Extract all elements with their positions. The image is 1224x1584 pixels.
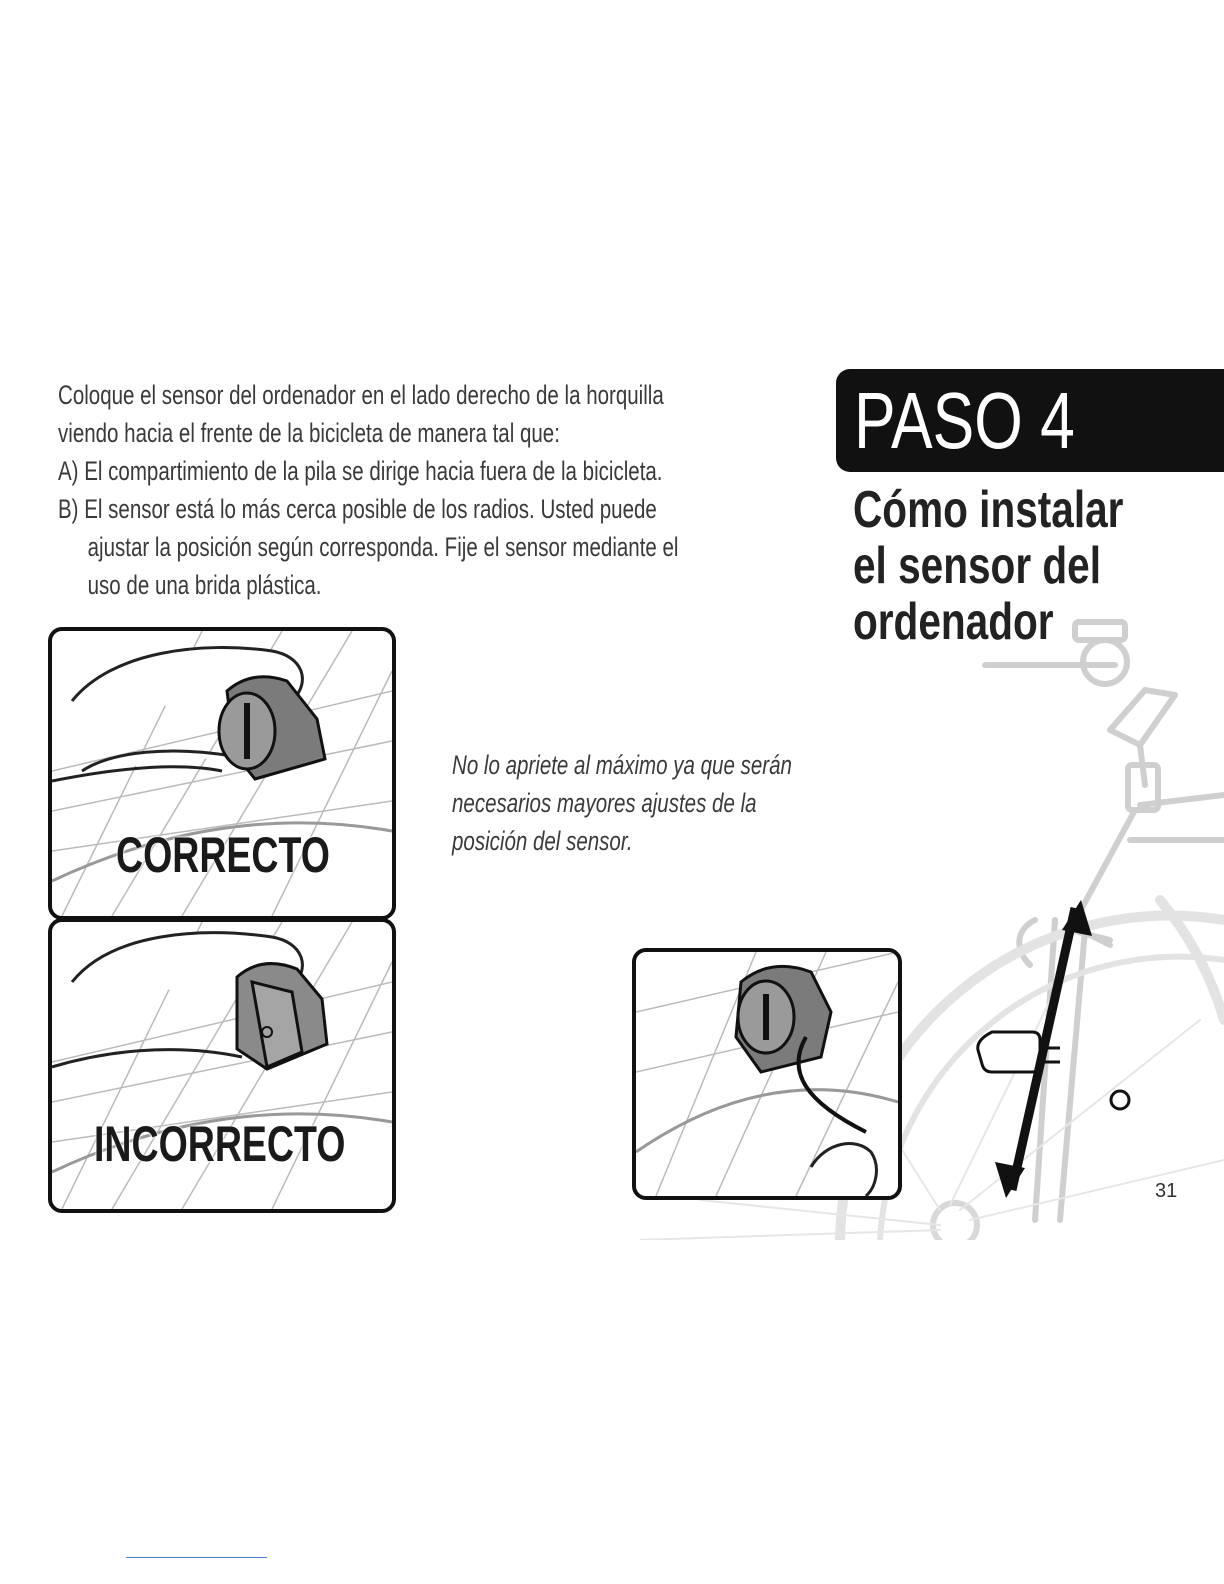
step-title-line: ordenador [853,593,1054,651]
step-banner [836,369,1224,472]
instruction-line: uso de una brida plástica. [87,570,322,600]
note-text [452,746,972,860]
incorrect-panel [48,918,396,1213]
page-number: 31 [1155,1180,1178,1202]
instruction-line: B) El sensor está lo más cerca posible de los radios. Usted puede [58,494,657,524]
sensor-icon [736,966,831,1072]
instruction-line: A) El compartimiento de la pila se dirige hacia fuera de la bicicleta. [58,456,663,486]
step-title-line: el sensor del [853,537,1101,595]
step-title-line: Cómo instalar [853,481,1124,539]
cable-tie-panel [632,948,902,1200]
step-label: PASO 4 [854,376,1075,465]
sensor-icon [219,677,325,779]
correct-label: CORRECTO [116,827,330,883]
instruction-line: viendo hacia el frente de la bicicleta de manera tal que: [58,418,560,448]
instruction-line: Coloque el sensor del ordenador en el lado derecho de la horquilla [58,380,664,410]
incorrect-label: INCORRECTO [94,1116,346,1172]
note-line: necesarios mayores ajustes de la [452,788,757,818]
note-line: No lo apriete al máximo ya que serán [452,750,792,780]
instruction-line: ajustar la posición según corresponda. Fije el sensor mediante el [87,532,679,562]
cable-tie-illustration [636,952,898,1196]
correct-panel [48,627,396,920]
note-line: posición del sensor. [452,826,633,856]
bottom-rule [126,1557,267,1558]
sensor-icon [237,964,327,1069]
